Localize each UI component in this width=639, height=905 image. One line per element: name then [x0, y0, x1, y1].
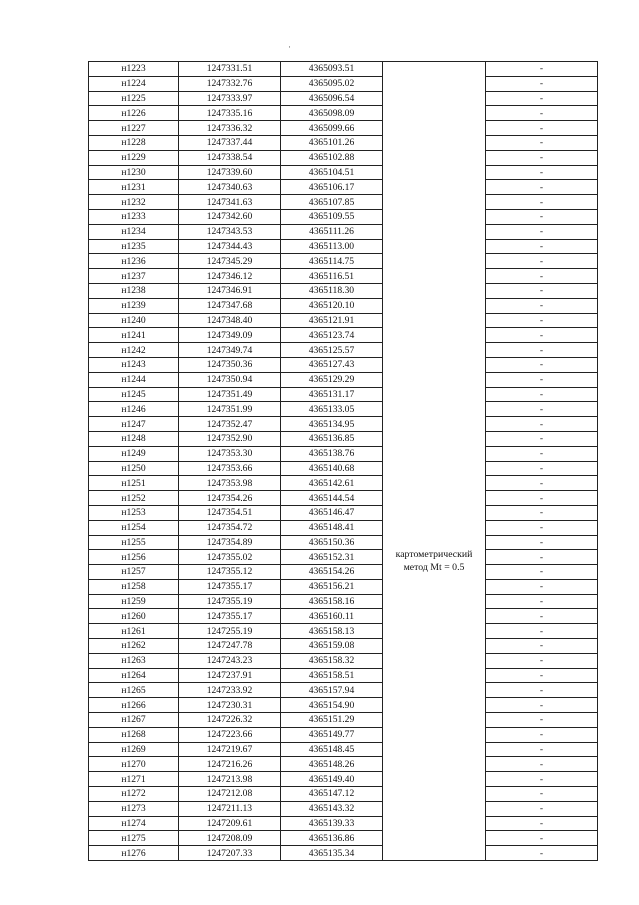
y-coordinate-cell: 4365139.33: [281, 816, 383, 831]
table-row: [89, 491, 598, 506]
precision-cell: -: [486, 639, 598, 654]
precision-cell: -: [486, 254, 598, 269]
x-coordinate-cell: 1247331.51: [179, 62, 281, 77]
y-coordinate-cell: 4365093.51: [281, 62, 383, 77]
x-coordinate-cell: 1247349.09: [179, 328, 281, 343]
table-row: [89, 76, 598, 91]
coordinates-table: [88, 61, 598, 861]
table-row: [89, 727, 598, 742]
point-name-cell: н1254: [89, 520, 179, 535]
x-coordinate-cell: 1247255.19: [179, 624, 281, 639]
precision-cell: -: [486, 298, 598, 313]
table-row: [89, 269, 598, 284]
table-row: [89, 209, 598, 224]
point-name-cell: н1246: [89, 402, 179, 417]
precision-cell: -: [486, 653, 598, 668]
x-coordinate-cell: 1247336.32: [179, 121, 281, 136]
y-coordinate-cell: 4365160.11: [281, 609, 383, 624]
precision-cell: -: [486, 816, 598, 831]
table-row: [89, 121, 598, 136]
x-coordinate-cell: 1247237.91: [179, 668, 281, 683]
x-coordinate-cell: 1247207.33: [179, 846, 281, 861]
y-coordinate-cell: 4365136.85: [281, 431, 383, 446]
x-coordinate-cell: 1247209.61: [179, 816, 281, 831]
y-coordinate-cell: 4365158.13: [281, 624, 383, 639]
x-coordinate-cell: 1247355.17: [179, 579, 281, 594]
table-row: [89, 431, 598, 446]
y-coordinate-cell: 4365113.00: [281, 239, 383, 254]
y-coordinate-cell: 4365120.10: [281, 298, 383, 313]
precision-cell: -: [486, 372, 598, 387]
point-name-cell: н1276: [89, 846, 179, 861]
x-coordinate-cell: 1247352.47: [179, 417, 281, 432]
y-coordinate-cell: 4365144.54: [281, 491, 383, 506]
y-coordinate-cell: 4365158.16: [281, 594, 383, 609]
y-coordinate-cell: 4365123.74: [281, 328, 383, 343]
point-name-cell: н1231: [89, 180, 179, 195]
point-name-cell: н1243: [89, 357, 179, 372]
x-coordinate-cell: 1247345.29: [179, 254, 281, 269]
precision-cell: -: [486, 624, 598, 639]
table-row: [89, 254, 598, 269]
point-name-cell: н1255: [89, 535, 179, 550]
y-coordinate-cell: 4365148.41: [281, 520, 383, 535]
x-coordinate-cell: 1247344.43: [179, 239, 281, 254]
y-coordinate-cell: 4365154.90: [281, 698, 383, 713]
x-coordinate-cell: 1247351.49: [179, 387, 281, 402]
y-coordinate-cell: 4365129.29: [281, 372, 383, 387]
y-coordinate-cell: 4365118.30: [281, 283, 383, 298]
y-coordinate-cell: 4365158.32: [281, 653, 383, 668]
table-row: [89, 372, 598, 387]
table-row: [89, 357, 598, 372]
point-name-cell: н1233: [89, 209, 179, 224]
point-name-cell: н1267: [89, 713, 179, 728]
y-coordinate-cell: 4365121.91: [281, 313, 383, 328]
point-name-cell: н1265: [89, 683, 179, 698]
precision-cell: -: [486, 357, 598, 372]
point-name-cell: н1271: [89, 772, 179, 787]
x-coordinate-cell: 1247208.09: [179, 831, 281, 846]
precision-cell: -: [486, 550, 598, 565]
point-name-cell: н1225: [89, 91, 179, 106]
precision-cell: -: [486, 609, 598, 624]
table-row: [89, 343, 598, 358]
table-row: [89, 713, 598, 728]
x-coordinate-cell: 1247247.78: [179, 639, 281, 654]
table-row: [89, 387, 598, 402]
table-row: [89, 417, 598, 432]
precision-cell: -: [486, 121, 598, 136]
precision-cell: -: [486, 209, 598, 224]
point-name-cell: н1235: [89, 239, 179, 254]
table-row: [89, 594, 598, 609]
table-row: [89, 224, 598, 239]
x-coordinate-cell: 1247339.60: [179, 165, 281, 180]
x-coordinate-cell: 1247226.32: [179, 713, 281, 728]
table-row: [89, 550, 598, 565]
x-coordinate-cell: 1247355.12: [179, 565, 281, 580]
y-coordinate-cell: 4365157.94: [281, 683, 383, 698]
page-mark: ·: [288, 42, 291, 52]
point-name-cell: н1236: [89, 254, 179, 269]
point-name-cell: н1251: [89, 476, 179, 491]
precision-cell: -: [486, 343, 598, 358]
precision-cell: -: [486, 668, 598, 683]
table-row: [89, 668, 598, 683]
x-coordinate-cell: 1247211.13: [179, 801, 281, 816]
table-row: [89, 446, 598, 461]
point-name-cell: н1249: [89, 446, 179, 461]
point-name-cell: н1261: [89, 624, 179, 639]
precision-cell: -: [486, 91, 598, 106]
x-coordinate-cell: 1247340.63: [179, 180, 281, 195]
table-row: [89, 653, 598, 668]
precision-cell: -: [486, 195, 598, 210]
precision-cell: -: [486, 417, 598, 432]
point-name-cell: н1273: [89, 801, 179, 816]
table-row: [89, 520, 598, 535]
precision-cell: -: [486, 713, 598, 728]
point-name-cell: н1270: [89, 757, 179, 772]
point-name-cell: н1266: [89, 698, 179, 713]
x-coordinate-cell: 1247350.36: [179, 357, 281, 372]
x-coordinate-cell: 1247212.08: [179, 787, 281, 802]
y-coordinate-cell: 4365134.95: [281, 417, 383, 432]
y-coordinate-cell: 4365148.26: [281, 757, 383, 772]
x-coordinate-cell: 1247349.74: [179, 343, 281, 358]
point-name-cell: н1253: [89, 505, 179, 520]
precision-cell: -: [486, 387, 598, 402]
y-coordinate-cell: 4365125.57: [281, 343, 383, 358]
precision-cell: -: [486, 727, 598, 742]
y-coordinate-cell: 4365152.31: [281, 550, 383, 565]
x-coordinate-cell: 1247342.60: [179, 209, 281, 224]
x-coordinate-cell: 1247332.76: [179, 76, 281, 91]
y-coordinate-cell: 4365149.40: [281, 772, 383, 787]
y-coordinate-cell: 4365138.76: [281, 446, 383, 461]
precision-cell: -: [486, 476, 598, 491]
precision-cell: -: [486, 579, 598, 594]
y-coordinate-cell: 4365136.86: [281, 831, 383, 846]
point-name-cell: н1262: [89, 639, 179, 654]
x-coordinate-cell: 1247213.98: [179, 772, 281, 787]
y-coordinate-cell: 4365149.77: [281, 727, 383, 742]
y-coordinate-cell: 4365098.09: [281, 106, 383, 121]
y-coordinate-cell: 4365102.88: [281, 150, 383, 165]
table-row: [89, 239, 598, 254]
y-coordinate-cell: 4365154.26: [281, 565, 383, 580]
y-coordinate-cell: 4365107.85: [281, 195, 383, 210]
point-name-cell: н1242: [89, 343, 179, 358]
x-coordinate-cell: 1247354.51: [179, 505, 281, 520]
y-coordinate-cell: 4365096.54: [281, 91, 383, 106]
precision-cell: -: [486, 106, 598, 121]
precision-cell: -: [486, 787, 598, 802]
y-coordinate-cell: 4365131.17: [281, 387, 383, 402]
point-name-cell: н1269: [89, 742, 179, 757]
point-name-cell: н1263: [89, 653, 179, 668]
table-row: [89, 831, 598, 846]
point-name-cell: н1248: [89, 431, 179, 446]
table-row: [89, 313, 598, 328]
x-coordinate-cell: 1247338.54: [179, 150, 281, 165]
precision-cell: -: [486, 239, 598, 254]
y-coordinate-cell: 4365095.02: [281, 76, 383, 91]
table-row: [89, 505, 598, 520]
table-row: [89, 639, 598, 654]
point-name-cell: н1239: [89, 298, 179, 313]
precision-cell: -: [486, 402, 598, 417]
x-coordinate-cell: 1247219.67: [179, 742, 281, 757]
precision-cell: -: [486, 269, 598, 284]
table-row: [89, 195, 598, 210]
x-coordinate-cell: 1247343.53: [179, 224, 281, 239]
table-row: [89, 579, 598, 594]
x-coordinate-cell: 1247223.66: [179, 727, 281, 742]
point-name-cell: н1257: [89, 565, 179, 580]
table-row: [89, 801, 598, 816]
y-coordinate-cell: 4365140.68: [281, 461, 383, 476]
table-row: [89, 476, 598, 491]
precision-cell: -: [486, 491, 598, 506]
y-coordinate-cell: 4365147.12: [281, 787, 383, 802]
precision-cell: -: [486, 505, 598, 520]
precision-cell: -: [486, 76, 598, 91]
point-name-cell: н1240: [89, 313, 179, 328]
precision-cell: -: [486, 431, 598, 446]
precision-cell: -: [486, 831, 598, 846]
precision-cell: -: [486, 62, 598, 77]
table-row: [89, 816, 598, 831]
table-row: [89, 91, 598, 106]
x-coordinate-cell: 1247335.16: [179, 106, 281, 121]
method-line-2: метод Mt = 0.5: [403, 562, 465, 574]
y-coordinate-cell: 4365114.75: [281, 254, 383, 269]
precision-cell: -: [486, 801, 598, 816]
x-coordinate-cell: 1247337.44: [179, 135, 281, 150]
precision-cell: -: [486, 698, 598, 713]
precision-cell: -: [486, 446, 598, 461]
precision-cell: -: [486, 461, 598, 476]
x-coordinate-cell: 1247243.23: [179, 653, 281, 668]
x-coordinate-cell: 1247341.63: [179, 195, 281, 210]
precision-cell: -: [486, 328, 598, 343]
y-coordinate-cell: 4365106.17: [281, 180, 383, 195]
table-row: [89, 609, 598, 624]
point-name-cell: н1232: [89, 195, 179, 210]
table-row: [89, 535, 598, 550]
table-row: [89, 402, 598, 417]
y-coordinate-cell: 4365135.34: [281, 846, 383, 861]
x-coordinate-cell: 1247346.12: [179, 269, 281, 284]
point-name-cell: н1258: [89, 579, 179, 594]
x-coordinate-cell: 1247355.02: [179, 550, 281, 565]
y-coordinate-cell: 4365099.66: [281, 121, 383, 136]
table-row: [89, 772, 598, 787]
y-coordinate-cell: 4365148.45: [281, 742, 383, 757]
point-name-cell: н1230: [89, 165, 179, 180]
precision-cell: -: [486, 683, 598, 698]
x-coordinate-cell: 1247233.92: [179, 683, 281, 698]
table-row: [89, 742, 598, 757]
x-coordinate-cell: 1247353.30: [179, 446, 281, 461]
point-name-cell: н1244: [89, 372, 179, 387]
x-coordinate-cell: 1247333.97: [179, 91, 281, 106]
point-name-cell: н1247: [89, 417, 179, 432]
table-row: [89, 283, 598, 298]
point-name-cell: н1256: [89, 550, 179, 565]
y-coordinate-cell: 4365109.55: [281, 209, 383, 224]
x-coordinate-cell: 1247355.19: [179, 594, 281, 609]
table-row: [89, 328, 598, 343]
point-name-cell: н1275: [89, 831, 179, 846]
precision-cell: -: [486, 594, 598, 609]
y-coordinate-cell: 4365111.26: [281, 224, 383, 239]
y-coordinate-cell: 4365158.51: [281, 668, 383, 683]
x-coordinate-cell: 1247351.99: [179, 402, 281, 417]
x-coordinate-cell: 1247350.94: [179, 372, 281, 387]
x-coordinate-cell: 1247354.72: [179, 520, 281, 535]
point-name-cell: н1224: [89, 76, 179, 91]
precision-cell: -: [486, 313, 598, 328]
table-row: [89, 698, 598, 713]
precision-cell: -: [486, 846, 598, 861]
point-name-cell: н1234: [89, 224, 179, 239]
x-coordinate-cell: 1247355.17: [179, 609, 281, 624]
point-name-cell: н1238: [89, 283, 179, 298]
precision-cell: -: [486, 520, 598, 535]
y-coordinate-cell: 4365143.32: [281, 801, 383, 816]
y-coordinate-cell: 4365151.29: [281, 713, 383, 728]
table-row: [89, 683, 598, 698]
precision-cell: -: [486, 535, 598, 550]
x-coordinate-cell: 1247353.66: [179, 461, 281, 476]
y-coordinate-cell: 4365142.61: [281, 476, 383, 491]
x-coordinate-cell: 1247346.91: [179, 283, 281, 298]
point-name-cell: н1250: [89, 461, 179, 476]
x-coordinate-cell: 1247353.98: [179, 476, 281, 491]
x-coordinate-cell: 1247352.90: [179, 431, 281, 446]
point-name-cell: н1227: [89, 121, 179, 136]
y-coordinate-cell: 4365159.08: [281, 639, 383, 654]
precision-cell: -: [486, 283, 598, 298]
y-coordinate-cell: 4365146.47: [281, 505, 383, 520]
point-name-cell: н1226: [89, 106, 179, 121]
point-name-cell: н1229: [89, 150, 179, 165]
table-row: [89, 624, 598, 639]
precision-cell: -: [486, 224, 598, 239]
method-cell: [383, 62, 486, 861]
x-coordinate-cell: 1247347.68: [179, 298, 281, 313]
point-name-cell: н1228: [89, 135, 179, 150]
precision-cell: -: [486, 772, 598, 787]
table-row: [89, 135, 598, 150]
table-row: [89, 461, 598, 476]
y-coordinate-cell: 4365101.26: [281, 135, 383, 150]
x-coordinate-cell: 1247216.26: [179, 757, 281, 772]
precision-cell: -: [486, 135, 598, 150]
point-name-cell: н1223: [89, 62, 179, 77]
point-name-cell: н1264: [89, 668, 179, 683]
point-name-cell: н1268: [89, 727, 179, 742]
coordinates-table-body: [89, 62, 598, 861]
point-name-cell: н1237: [89, 269, 179, 284]
point-name-cell: н1260: [89, 609, 179, 624]
y-coordinate-cell: 4365116.51: [281, 269, 383, 284]
table-row: [89, 150, 598, 165]
table-row: [89, 165, 598, 180]
y-coordinate-cell: 4365133.05: [281, 402, 383, 417]
precision-cell: -: [486, 757, 598, 772]
table-row: [89, 565, 598, 580]
table-row: [89, 180, 598, 195]
precision-cell: -: [486, 150, 598, 165]
precision-cell: -: [486, 165, 598, 180]
table-row: [89, 62, 598, 77]
table-row: [89, 106, 598, 121]
table-row: [89, 757, 598, 772]
x-coordinate-cell: 1247354.89: [179, 535, 281, 550]
method-text: [396, 548, 473, 574]
precision-cell: -: [486, 180, 598, 195]
point-name-cell: н1259: [89, 594, 179, 609]
table-row: [89, 298, 598, 313]
method-line-1: картометрический: [395, 549, 473, 561]
y-coordinate-cell: 4365104.51: [281, 165, 383, 180]
x-coordinate-cell: 1247348.40: [179, 313, 281, 328]
point-name-cell: н1274: [89, 816, 179, 831]
y-coordinate-cell: 4365150.36: [281, 535, 383, 550]
x-coordinate-cell: 1247230.31: [179, 698, 281, 713]
y-coordinate-cell: 4365156.21: [281, 579, 383, 594]
x-coordinate-cell: 1247354.26: [179, 491, 281, 506]
precision-cell: -: [486, 742, 598, 757]
precision-cell: -: [486, 565, 598, 580]
point-name-cell: н1245: [89, 387, 179, 402]
point-name-cell: н1241: [89, 328, 179, 343]
table-row: [89, 846, 598, 861]
point-name-cell: н1252: [89, 491, 179, 506]
point-name-cell: н1272: [89, 787, 179, 802]
table-row: [89, 787, 598, 802]
y-coordinate-cell: 4365127.43: [281, 357, 383, 372]
